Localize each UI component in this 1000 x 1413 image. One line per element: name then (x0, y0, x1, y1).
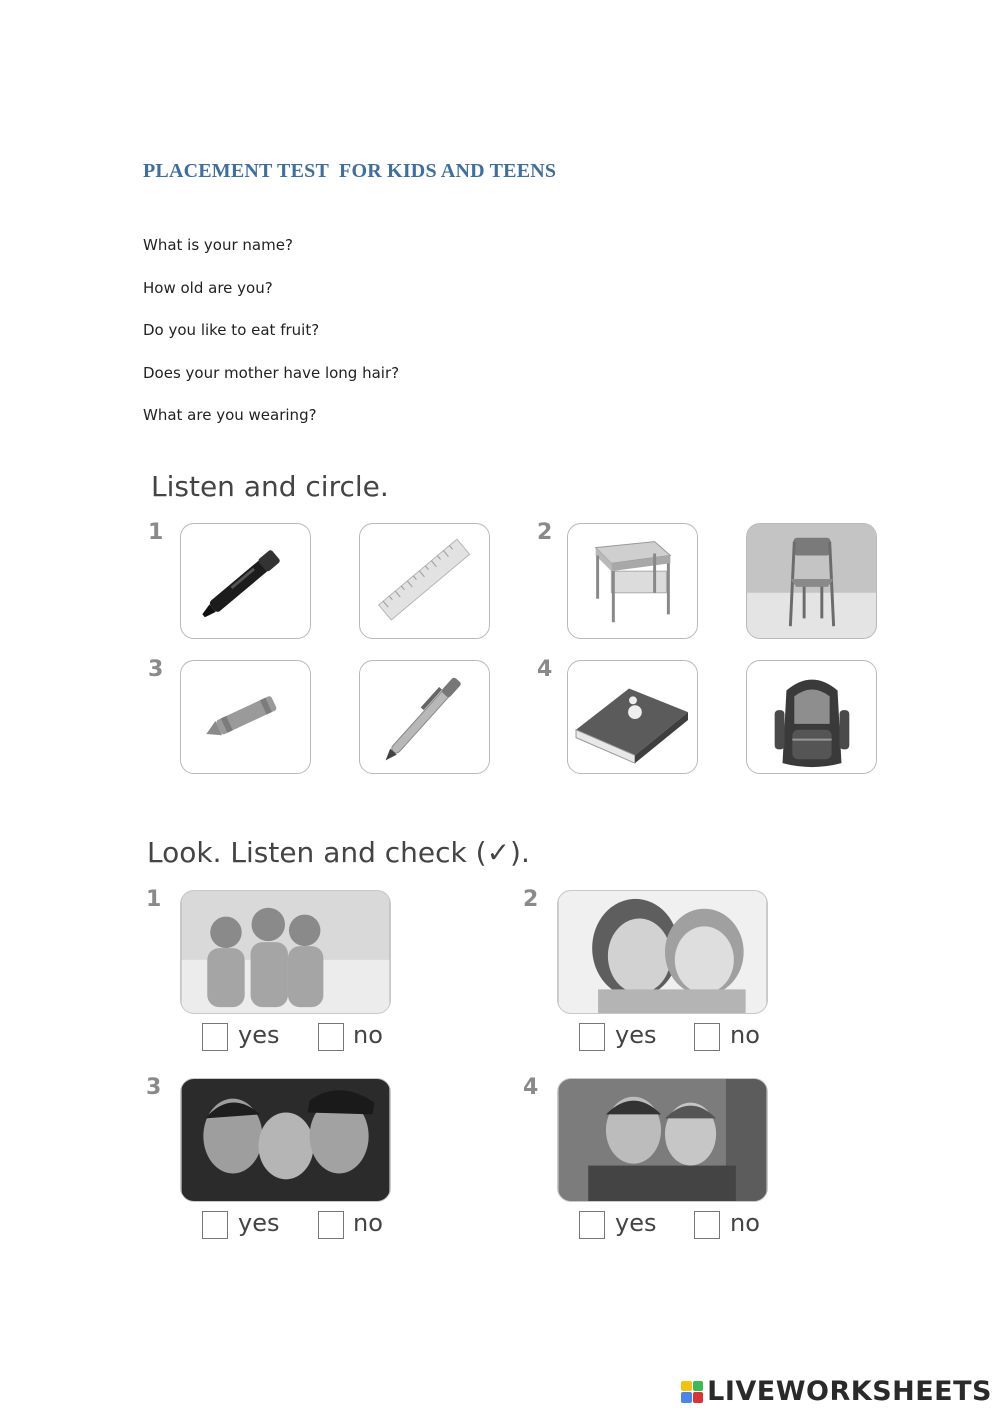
item-number: 1 (146, 887, 162, 912)
option-crayon[interactable] (180, 660, 311, 774)
photo-image (558, 891, 767, 1013)
checkbox-no-2[interactable] (694, 1023, 720, 1051)
question-2: How old are you? (143, 279, 273, 297)
no-label: no (730, 1021, 760, 1049)
item-number: 3 (146, 1075, 162, 1100)
photo-4 (557, 1078, 768, 1202)
section2-heading: Look. Listen and check (✓). (147, 836, 530, 869)
ruler-icon (360, 524, 489, 638)
chair-icon (747, 524, 876, 638)
item-number: 3 (148, 657, 164, 682)
photo-image (181, 891, 390, 1013)
item-number: 4 (537, 657, 553, 682)
option-desk[interactable] (567, 523, 698, 639)
checkbox-no-4[interactable] (694, 1211, 720, 1239)
item-number: 1 (148, 520, 164, 545)
no-label: no (353, 1021, 383, 1049)
book-icon (568, 661, 697, 773)
photo-2 (557, 890, 768, 1014)
checkbox-no-1[interactable] (318, 1023, 344, 1051)
brand-logo[interactable] (681, 1376, 992, 1407)
checkbox-yes-4[interactable] (579, 1211, 605, 1239)
pen-icon (360, 661, 489, 773)
option-backpack[interactable] (746, 660, 877, 774)
marker-icon (181, 524, 310, 638)
question-5: What are you wearing? (143, 406, 317, 424)
item-number: 2 (537, 520, 553, 545)
liveworksheets-icon (681, 1381, 703, 1403)
question-4: Does your mother have long hair? (143, 364, 400, 382)
yes-label: yes (238, 1021, 280, 1049)
photo-3 (180, 1078, 391, 1202)
photo-image (181, 1079, 390, 1201)
section1-heading: Listen and circle. (151, 470, 389, 503)
brand-name: LIVEWORKSHEETS (707, 1376, 992, 1407)
page-title: PLACEMENT TEST FOR KIDS AND TEENS (143, 160, 557, 182)
photo-image (558, 1079, 767, 1201)
no-label: no (730, 1209, 760, 1237)
checkbox-no-3[interactable] (318, 1211, 344, 1239)
yes-label: yes (615, 1021, 657, 1049)
checkbox-yes-3[interactable] (202, 1211, 228, 1239)
option-ruler[interactable] (359, 523, 490, 639)
crayon-icon (181, 661, 310, 773)
question-3: Do you like to eat fruit? (143, 321, 320, 339)
question-1: What is your name? (143, 236, 293, 254)
option-marker[interactable] (180, 523, 311, 639)
desk-icon (568, 524, 697, 638)
option-pen[interactable] (359, 660, 490, 774)
item-number: 4 (523, 1075, 539, 1100)
yes-label: yes (615, 1209, 657, 1237)
option-book[interactable] (567, 660, 698, 774)
item-number: 2 (523, 887, 539, 912)
option-chair[interactable] (746, 523, 877, 639)
checkbox-yes-1[interactable] (202, 1023, 228, 1051)
photo-1 (180, 890, 391, 1014)
checkbox-yes-2[interactable] (579, 1023, 605, 1051)
no-label: no (353, 1209, 383, 1237)
backpack-icon (747, 661, 876, 773)
yes-label: yes (238, 1209, 280, 1237)
